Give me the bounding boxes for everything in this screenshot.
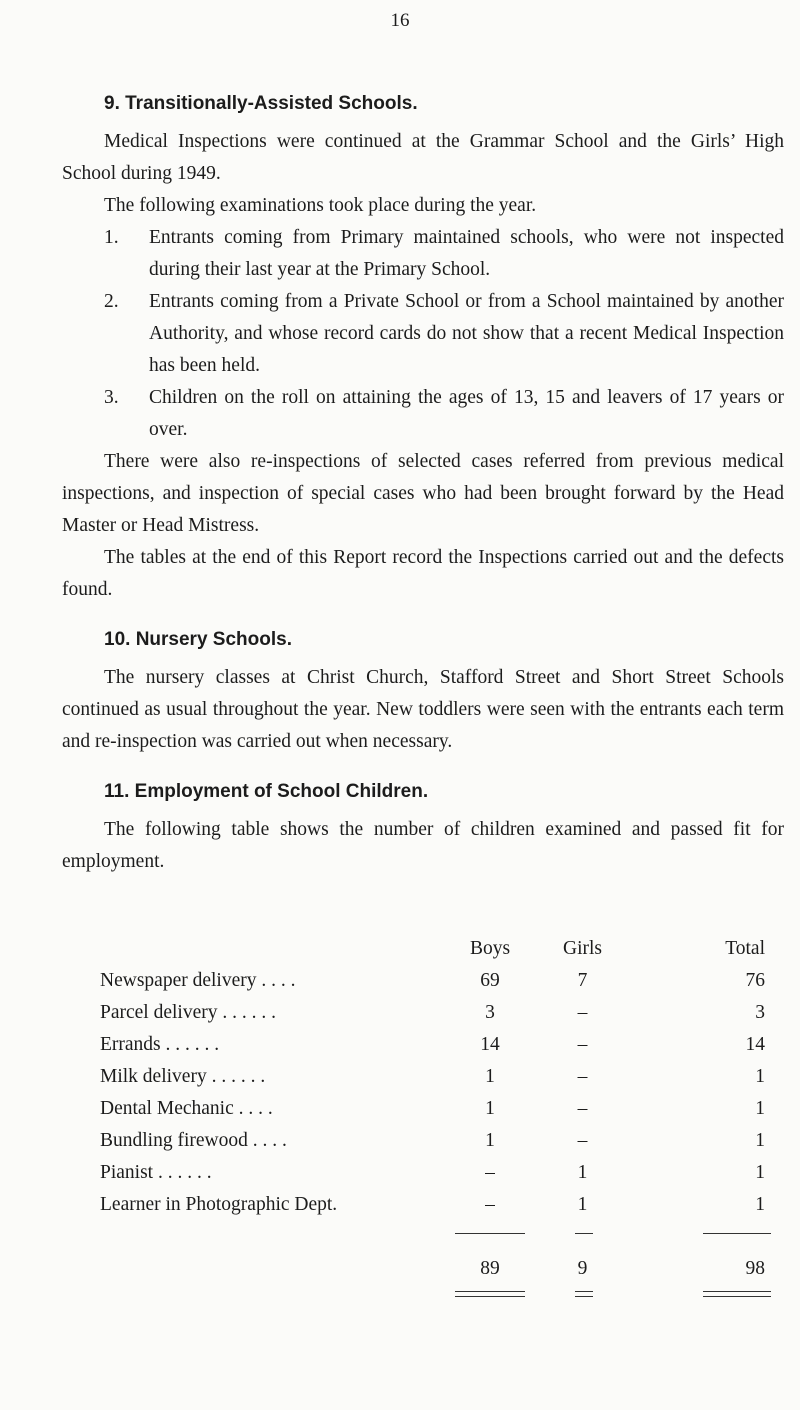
total-boys: 89	[480, 1258, 500, 1279]
list-item-text: Entrants coming from Primary maintained schools, who were not inspected during their last year at the Primary School.	[149, 227, 784, 280]
table-row	[100, 1093, 771, 1125]
section-9-heading: 9. Transitionally-Assisted Schools.	[104, 93, 418, 114]
section-9-paragraph-3: There were also re-inspections of selected cases referred from previous medical inspections, and inspection of special cases who had been brought forward by the Head Master or Head Mistress.	[62, 451, 784, 536]
row-girls: –	[577, 1002, 588, 1023]
list-item-text: Entrants coming from a Private School or from a School maintained by another Authority, and whose record cards do not show that a recent Medical Inspection has been held.	[149, 291, 784, 376]
row-label: Pianist . . . . . .	[100, 1162, 212, 1183]
table-header-row	[100, 933, 771, 965]
list-item-number: 3.	[104, 387, 119, 408]
double-rule-line	[703, 1291, 771, 1297]
row-girls: 7	[577, 970, 588, 991]
row-boys: 1	[485, 1130, 495, 1151]
row-boys: 3	[485, 1002, 495, 1023]
employment-table	[100, 933, 771, 1317]
row-label: Errands . . . . . .	[100, 1034, 220, 1055]
section-9-paragraph-2: The following examinations took place during the year.	[104, 195, 537, 216]
table-row	[100, 997, 771, 1029]
row-total: 1	[755, 1194, 765, 1215]
row-total: 1	[755, 1130, 765, 1151]
section-10-heading: 10. Nursery Schools.	[104, 629, 292, 650]
double-rule-line	[575, 1291, 593, 1297]
section-9-paragraph-4: The tables at the end of this Report record the Inspections carried out and the defects found.	[62, 547, 784, 600]
table-row	[100, 1189, 771, 1221]
row-label: Learner in Photographic Dept.	[100, 1194, 338, 1215]
rule-line	[703, 1233, 771, 1234]
double-rule-line	[455, 1291, 525, 1297]
row-boys: 1	[485, 1066, 495, 1087]
row-girls: 1	[577, 1194, 588, 1215]
row-total: 1	[755, 1098, 765, 1119]
row-label: Bundling firewood . . . .	[100, 1130, 287, 1151]
section-11-heading: 11. Employment of School Children.	[104, 781, 429, 802]
row-girls: –	[577, 1066, 588, 1087]
subtotal-rule-row	[100, 1221, 771, 1253]
row-girls: –	[577, 1098, 588, 1119]
list-item-number: 2.	[104, 291, 119, 312]
list-item-text: Children on the roll on attaining the ages of 13, 15 and leavers of 17 years or over.	[149, 387, 784, 440]
row-label: Milk delivery . . . . . .	[100, 1066, 266, 1087]
document-body	[62, 88, 784, 878]
table-row	[100, 1061, 771, 1093]
table-row	[100, 965, 771, 997]
header-girls: Girls	[563, 938, 602, 959]
list-item-number: 1.	[104, 227, 119, 248]
rule-line	[455, 1233, 525, 1234]
table-row	[100, 1029, 771, 1061]
section-11-paragraph-1: The following table shows the number of children examined and passed fit for employment.	[62, 819, 784, 872]
row-girls: –	[577, 1130, 588, 1151]
page-number: 16	[390, 10, 410, 31]
totals-row	[100, 1253, 771, 1285]
row-label: Newspaper delivery . . . .	[100, 970, 296, 991]
header-boys: Boys	[469, 938, 511, 959]
row-total: 76	[745, 970, 765, 991]
total-girls: 9	[577, 1258, 588, 1279]
table-row	[100, 1125, 771, 1157]
rule-line	[575, 1233, 593, 1234]
row-boys: –	[485, 1194, 495, 1215]
row-girls: –	[577, 1034, 588, 1055]
section-9-paragraph-1: Medical Inspections were continued at the Grammar School and the Girls’ High School during 1949.	[62, 131, 784, 184]
table-row	[100, 1157, 771, 1189]
row-total: 14	[745, 1034, 765, 1055]
section-10-paragraph-1: The nursery classes at Christ Church, Stafford Street and Short Street Schools continued as usual throughout the year. New toddlers were seen with the entrants each term and re-inspection was carried out when necessary.	[62, 667, 784, 752]
row-total: 1	[755, 1066, 765, 1087]
row-total: 3	[755, 1002, 765, 1023]
list-item	[104, 222, 784, 286]
row-label: Dental Mechanic . . . .	[100, 1098, 273, 1119]
list-item	[104, 286, 784, 382]
list-item	[104, 382, 784, 446]
total-total: 98	[745, 1258, 765, 1279]
double-rule-row	[100, 1285, 771, 1317]
row-boys: 69	[480, 970, 500, 991]
row-girls: 1	[577, 1162, 588, 1183]
header-total: Total	[725, 938, 765, 959]
row-total: 1	[755, 1162, 765, 1183]
row-boys: 1	[485, 1098, 495, 1119]
row-boys: 14	[480, 1034, 500, 1055]
row-boys: –	[485, 1162, 495, 1183]
examination-list	[104, 222, 784, 446]
row-label: Parcel delivery . . . . . .	[100, 1002, 276, 1023]
